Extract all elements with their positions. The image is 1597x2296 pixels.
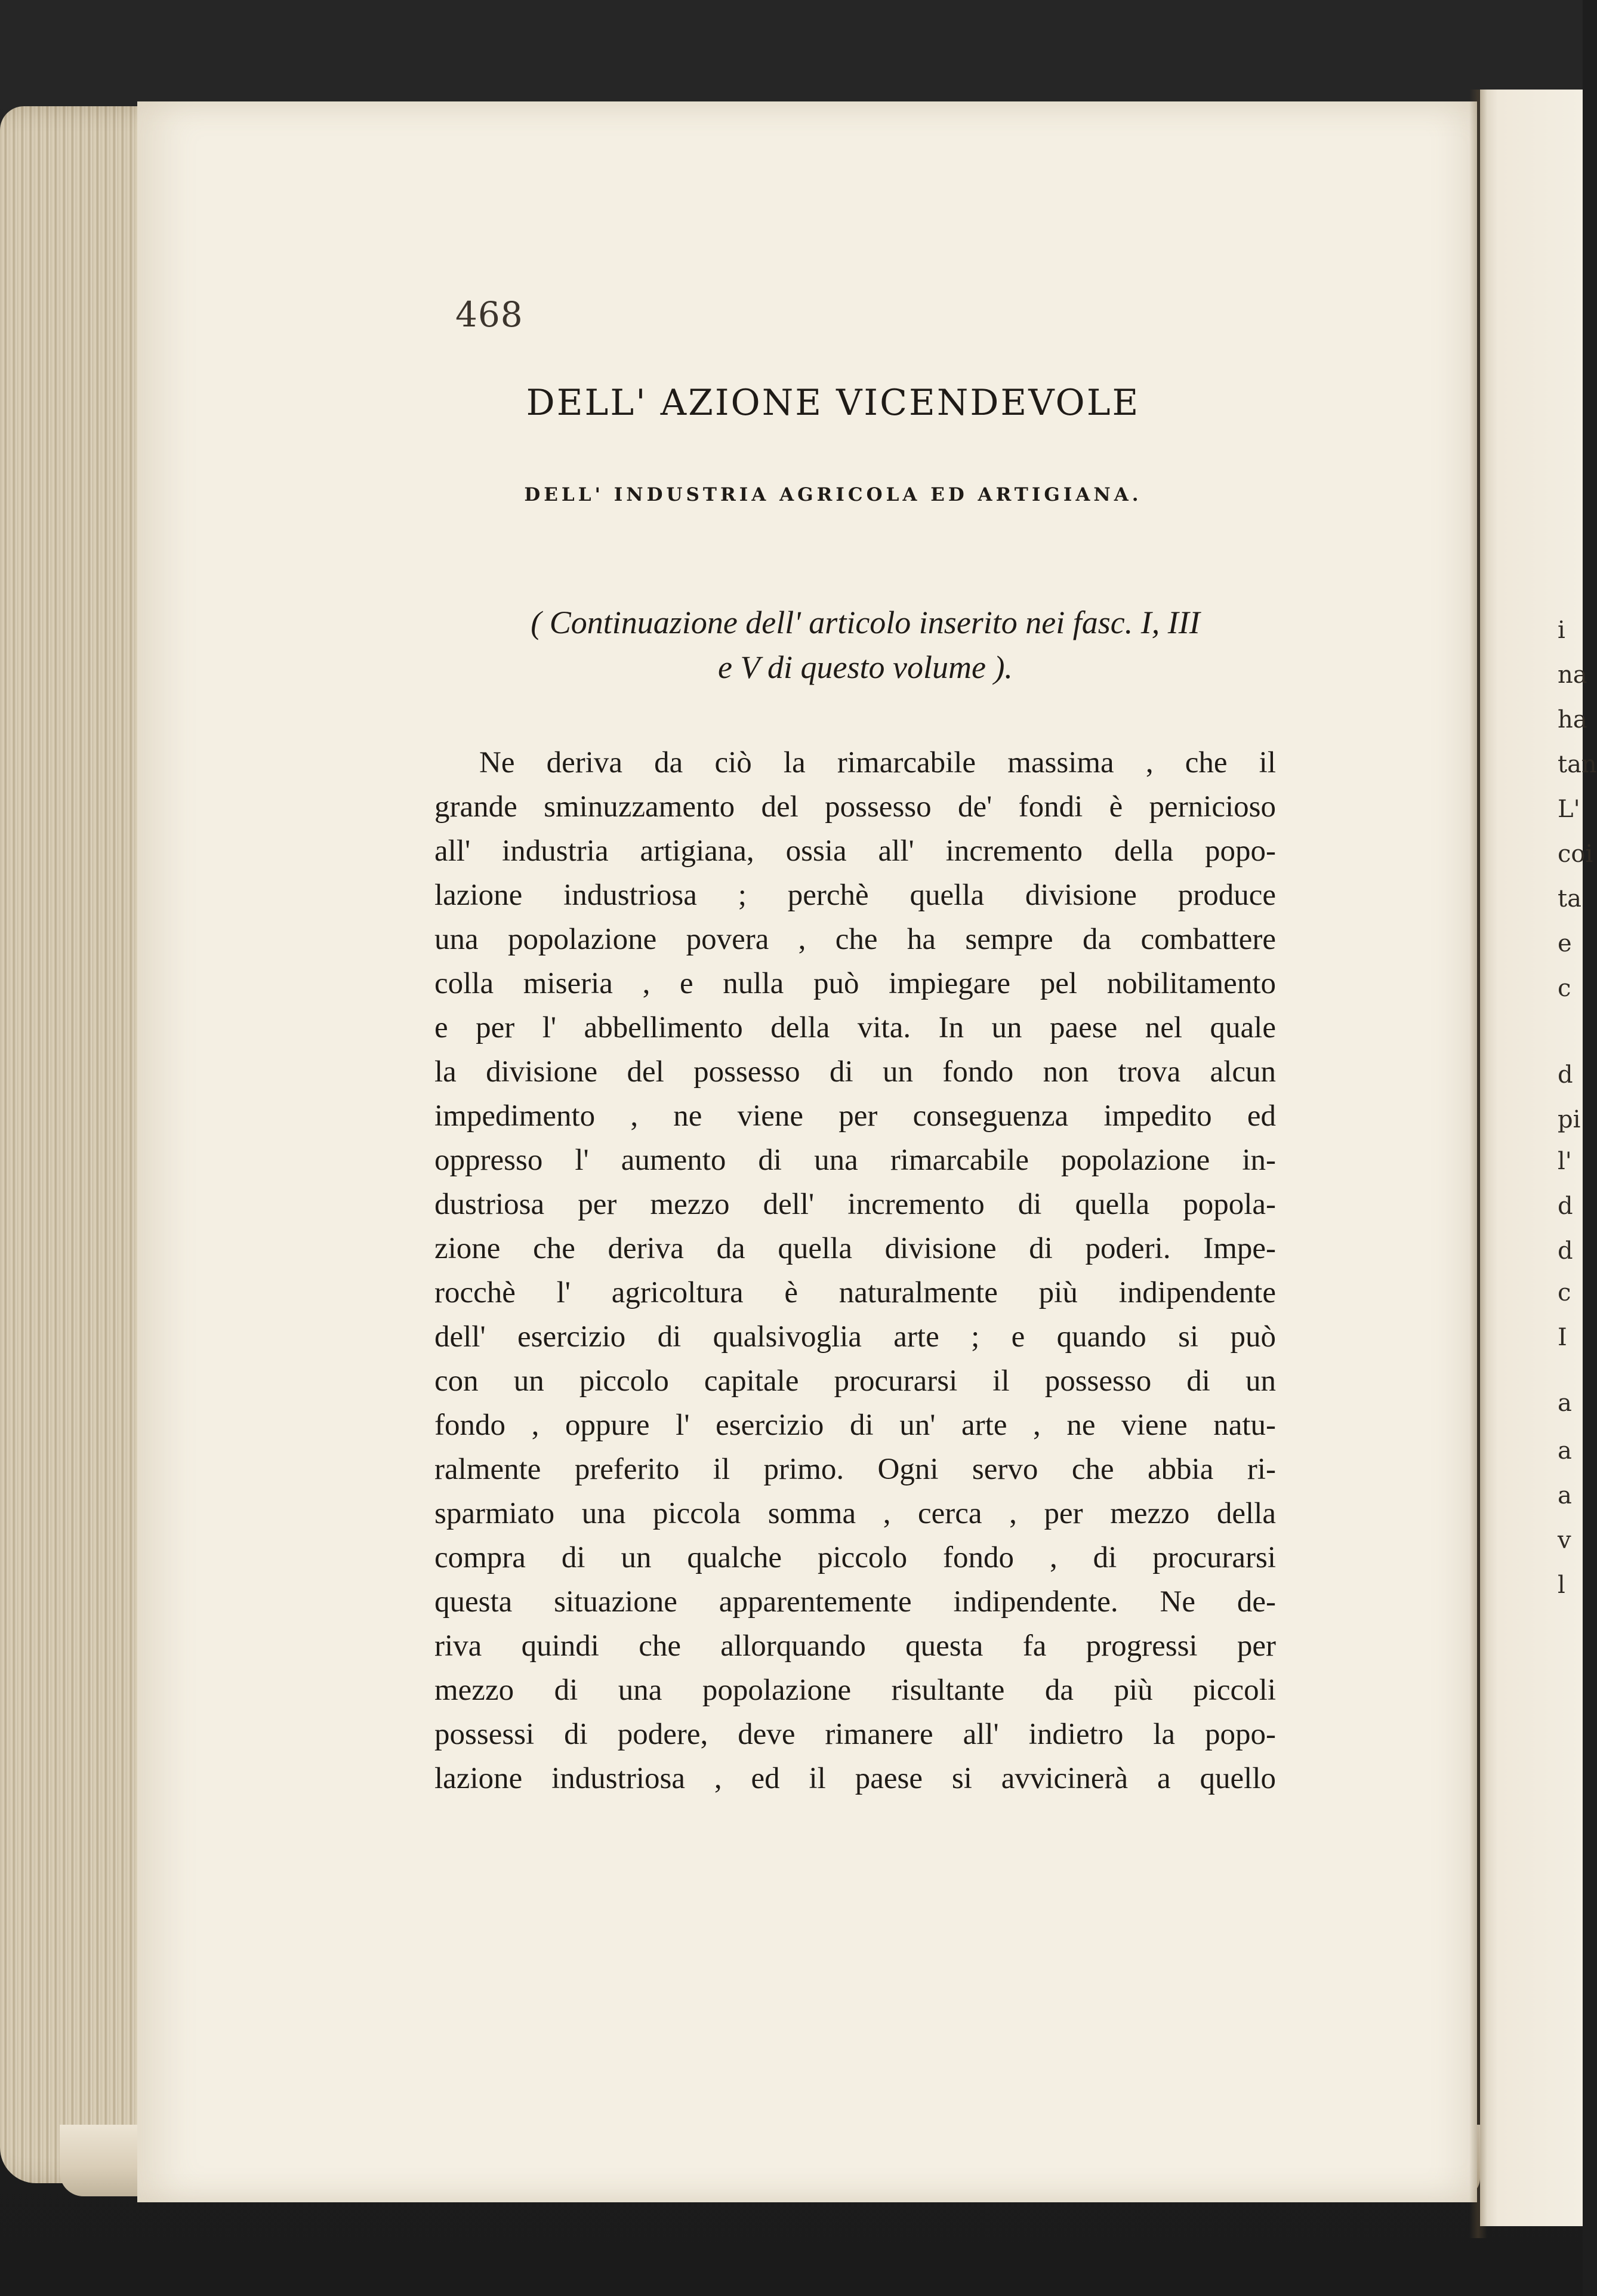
page-subtitle: DELL' INDUSTRIA AGRICOLA ED ARTIGIANA.: [524, 484, 1142, 506]
body-line: mezzo di una popolazione risultante da più piccoli: [434, 1674, 1276, 1707]
page-title: DELL' AZIONE VICENDEVOLE: [526, 382, 1140, 424]
body-line: compra di un qualche piccolo fondo , di procurarsi: [434, 1541, 1276, 1574]
note-line: e V di questo volume ).: [718, 649, 1013, 685]
next-page-fragment: ha: [1558, 706, 1587, 734]
body-line: dell' esercizio di qualsivoglia arte ; e quando si può: [434, 1320, 1276, 1354]
next-page-fragment: d: [1558, 1061, 1573, 1089]
next-page-fragment: v: [1558, 1527, 1571, 1554]
next-page-fragment: coi: [1558, 840, 1593, 868]
next-page-fragment: c: [1558, 1279, 1571, 1306]
body-text: [434, 741, 1276, 1801]
next-page-fragment: l: [1558, 1571, 1565, 1599]
body-line: questa situazione apparentemente indipendente. Ne de-: [434, 1585, 1276, 1619]
next-page-fragment: I: [1558, 1324, 1567, 1351]
body-line: la divisione del possesso di un fondo non trova alcun: [434, 1055, 1276, 1089]
next-page-fragment: pi: [1558, 1106, 1581, 1133]
body-line: lazione industriosa , ed il paese si avvicinerà a quello: [434, 1762, 1276, 1795]
page-number: 468: [455, 294, 523, 335]
body-line: sparmiato una piccola somma , cerca , per mezzo della: [434, 1497, 1276, 1530]
body-line: zione che deriva da quella divisione di poderi. Impe-: [434, 1232, 1276, 1265]
body-line: Ne deriva da ciò la rimarcabile massima , che il: [479, 746, 1276, 779]
continuation-note: [442, 600, 1289, 690]
next-page-fragment: L': [1558, 796, 1580, 823]
next-page-fragment: tan: [1558, 751, 1597, 778]
next-page-fragment: a: [1558, 1437, 1572, 1465]
body-line: dustriosa per mezzo dell' incremento di quella popola-: [434, 1188, 1276, 1221]
next-page-fragment: ta: [1558, 885, 1581, 913]
body-line: lazione industriosa ; perchè quella divisione produce: [434, 879, 1276, 912]
body-line: fondo , oppure l' esercizio di un' arte , ne viene natu-: [434, 1409, 1276, 1442]
body-line: ralmente preferito il primo. Ogni servo che abbia ri-: [434, 1453, 1276, 1486]
next-page-fragment: d: [1558, 1237, 1573, 1265]
body-line: oppresso l' aumento di una rimarcabile popolazione in-: [434, 1144, 1276, 1177]
next-page-fragment: e: [1558, 930, 1572, 957]
next-page-fragment: d: [1558, 1192, 1573, 1220]
next-page-fragment: na: [1558, 661, 1587, 689]
next-page-fragment: l': [1558, 1148, 1572, 1175]
next-page-fragment: c: [1558, 975, 1571, 1002]
body-line: impedimento , ne viene per conseguenza impedito ed: [434, 1099, 1276, 1133]
body-line: colla miseria , e nulla può impiegare pel nobilitamento: [434, 967, 1276, 1000]
body-line: rocchè l' agricoltura è naturalmente più indipendente: [434, 1276, 1276, 1309]
body-line: una popolazione povera , che ha sempre da combattere: [434, 923, 1276, 956]
body-line: possessi di podere, deve rimanere all' indietro la popo-: [434, 1718, 1276, 1751]
body-line: con un piccolo capitale procurarsi il possesso di un: [434, 1364, 1276, 1398]
next-page-fragment: a: [1558, 1389, 1572, 1417]
body-line: grande sminuzzamento del possesso de' fondi è pernicioso: [434, 790, 1276, 824]
note-line: ( Continuazione dell' articolo inserito nei fasc. I, III: [531, 605, 1200, 640]
next-page-fragment: i: [1558, 617, 1565, 644]
body-line: e per l' abbellimento della vita. In un paese nel quale: [434, 1011, 1276, 1044]
body-line: riva quindi che allorquando questa fa progressi per: [434, 1629, 1276, 1663]
next-page-fragment: a: [1558, 1482, 1572, 1509]
body-line: all' industria artigiana, ossia all' incremento della popo-: [434, 834, 1276, 868]
